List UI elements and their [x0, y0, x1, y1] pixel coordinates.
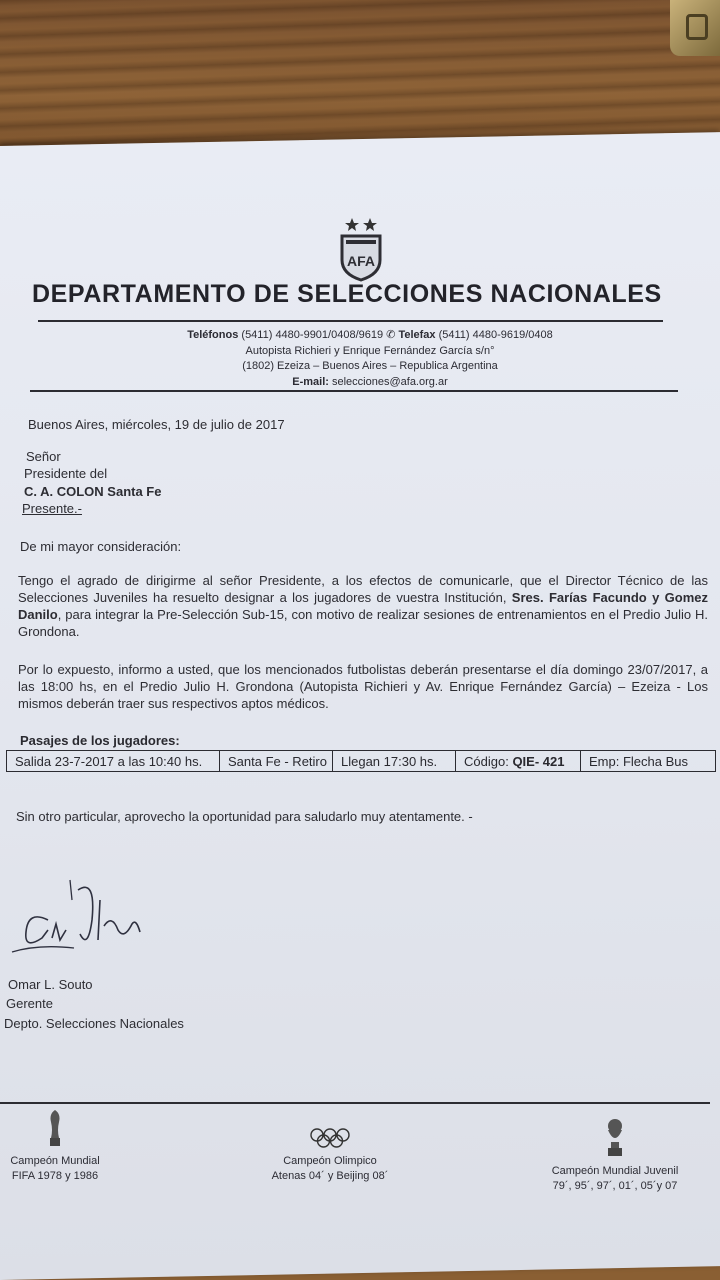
- department-title: DEPARTAMENTO DE SELECCIONES NACIONALES: [32, 280, 662, 308]
- recipient-title: Señor: [26, 449, 61, 464]
- fax-label: Telefax: [398, 329, 436, 341]
- handwritten-signature: [8, 860, 158, 970]
- pasajes-title: Pasajes de los jugadores:: [20, 733, 180, 748]
- pasajes-table: [6, 750, 716, 772]
- letter-paragraph-2: Por lo expuesto, informo a usted, que los mencionados futbolistas deberán presentarse el día domingo 23/07/2017, a las 18:00 hs, en el Predio Julio H. Grondona (Autopista Richieri y Av. Enrique Fernández García) – Ezeiza - Los mismos deberán traer sus respectivos aptos médicos.: [18, 662, 708, 711]
- pasaje-codigo: [456, 751, 581, 771]
- recipient-role: Presidente del: [24, 466, 108, 481]
- letter-paragraph-1: [18, 572, 708, 640]
- email-value: selecciones@afa.org.ar: [332, 375, 448, 388]
- letter-content: [0, 180, 720, 1280]
- pasaje-empresa: Emp: Flecha Bus: [589, 753, 688, 769]
- olympic-rings-icon: [310, 1128, 350, 1148]
- award-fifa-world-cup: [0, 1108, 110, 1184]
- youth-trophy-icon: [604, 1116, 626, 1158]
- pasaje-ruta: Santa Fe - Retiro: [220, 751, 333, 771]
- header-divider-top: [38, 320, 663, 322]
- world-cup-trophy-icon: [47, 1108, 63, 1148]
- afa-crest-icon: [338, 216, 384, 282]
- recipient-presente: Presente.-: [22, 501, 82, 516]
- address-line-1: Autopista Richieri y Enrique Fernández García s/n°: [245, 344, 495, 357]
- award1-title: Campeón Mundial: [10, 1155, 100, 1167]
- phone-line: [160, 328, 580, 344]
- codigo-label: Código:: [464, 753, 509, 769]
- award2-years: Atenas 04´ y Beijing 08´: [271, 1170, 389, 1182]
- phones-value: (5411) 4480-9901/0408/9619: [241, 329, 384, 341]
- letter-closing: Sin otro particular, aprovecho la oportunidad para saludarlo muy atentamente. -: [16, 809, 473, 824]
- award2-title: Campeón Olimpico: [283, 1155, 377, 1167]
- signer-title: Gerente: [6, 996, 53, 1011]
- award1-years: FIFA 1978 y 1986: [11, 1170, 99, 1182]
- svg-text:AFA: AFA: [347, 253, 375, 269]
- phones-label: Teléfonos: [187, 329, 239, 341]
- award3-title: Campeón Mundial Juvenil: [551, 1165, 679, 1177]
- header-divider-bottom: [30, 390, 678, 392]
- pasaje-llegada: Llegan 17:30 hs.: [333, 751, 456, 771]
- para1-text-b: , para integrar la Pre-Selección Sub-15, con motivo de realizar sesiones de entrenamientos en el Predio Julio H. Grondona.: [18, 607, 708, 639]
- signer-name: Omar L. Souto: [8, 977, 93, 992]
- codigo-value: QIE- 421: [512, 753, 565, 769]
- player-names: Sres. Farías Facundo y Gomez Danilo: [18, 590, 708, 622]
- para1-text-a: Tengo el agrado de dirigirme al señor Presidente, a los efectos de comunicarle, que el Director Técnico de las Selecciones Juveniles ha resuelto designar a los jugadores de vuestra Institución,: [18, 573, 708, 605]
- metal-clip: [670, 0, 720, 56]
- award-youth-world-cup: [530, 1116, 700, 1194]
- award3-years: 79´, 95´, 97´, 01´, 05´y 07: [552, 1180, 678, 1192]
- letter-greeting: De mi mayor consideración:: [20, 539, 182, 554]
- phone-symbol-icon: ✆: [386, 329, 399, 341]
- pasaje-salida: Salida 23-7-2017 a las 10:40 hs.: [7, 751, 220, 771]
- email-line: [160, 375, 580, 391]
- letter-date: Buenos Aires, miércoles, 19 de julio de 2017: [28, 417, 285, 432]
- fax-value: (5411) 4480-9619/0408: [438, 329, 553, 341]
- contact-block: [160, 328, 580, 390]
- footer-divider: [0, 1102, 710, 1104]
- recipient-club: C. A. COLON Santa Fe: [24, 484, 162, 499]
- award-olympic: [250, 1128, 410, 1184]
- address-line-2: (1802) Ezeiza – Buenos Aires – Republica Argentina: [242, 360, 498, 372]
- signer-department: Depto. Selecciones Nacionales: [4, 1016, 184, 1031]
- email-label: E-mail:: [292, 375, 329, 388]
